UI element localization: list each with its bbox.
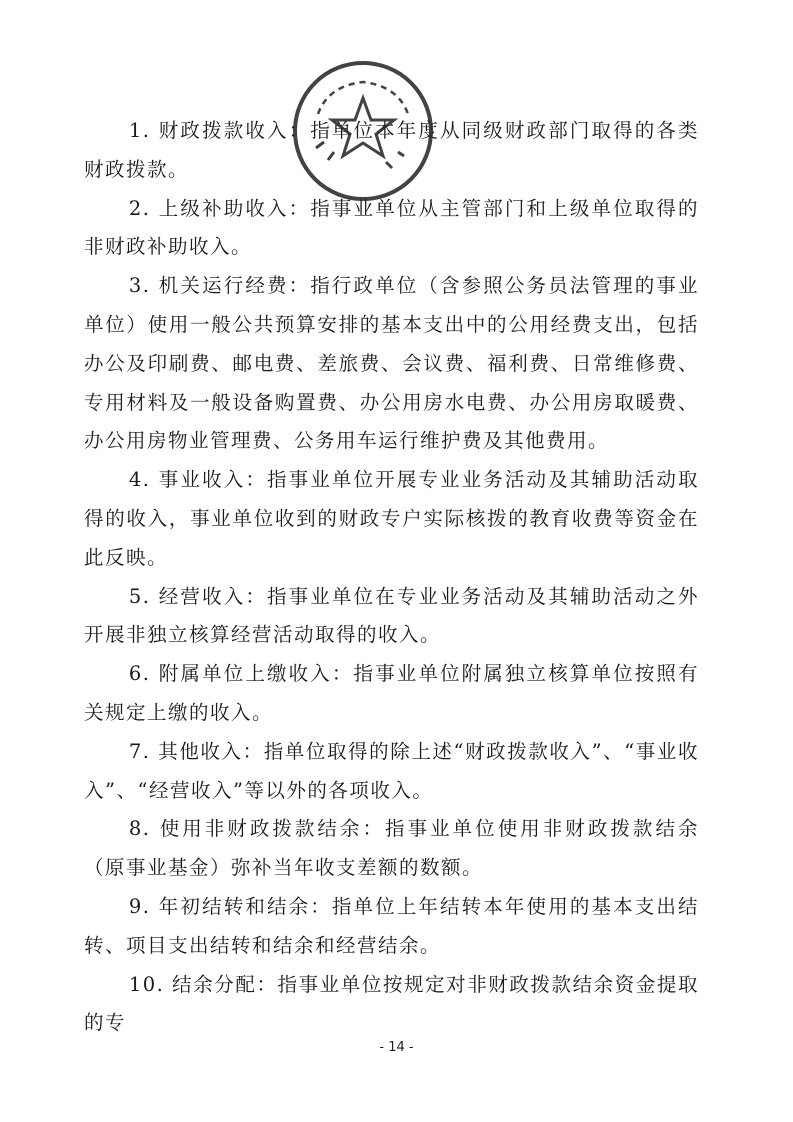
page-number: - 14 -: [379, 1040, 414, 1055]
paragraph-6: [84, 655, 699, 733]
paragraph-8: [84, 810, 699, 888]
paragraph-number: 7.: [128, 739, 151, 763]
paragraph-number: 2.: [128, 196, 151, 220]
paragraph-5: [84, 578, 699, 656]
official-seal-icon: [288, 56, 438, 206]
paragraph-text: 机关运行经费：指行政单位（含参照公务员法管理的事业单位）使用一般公共预算安排的基本支出中的公用经费支出，包括办公及印刷费、邮电费、差旅费、会议费、福利费、日常维修费、专用材料及一般设备购置费、办公用房水电费、办公用房取暖费、办公用房物业管理费、公务用车运行维护费及其他费用。: [84, 274, 699, 453]
paragraph-number: 6.: [128, 662, 151, 686]
paragraph-text: 事业收入：指事业单位开展专业业务活动及其辅助活动取得的收入，事业单位收到的财政专户实际核拨的教育收费等资金在此反映。: [84, 468, 699, 569]
paragraph-3: [84, 267, 699, 461]
paragraph-number: 1.: [128, 119, 151, 142]
paragraph-text: 附属单位上缴收入：指事业单位附属独立核算单位按照有关规定上缴的收入。: [84, 662, 699, 724]
paragraph-number: 10.: [128, 972, 165, 996]
paragraph-10: [84, 966, 699, 1044]
paragraph-text: 使用非财政拨款结余：指事业单位使用非财政拨款结余（原事业基金）弥补当年收支差额的数额。: [84, 817, 699, 880]
paragraph-4: [84, 461, 699, 577]
paragraph-number: 5.: [128, 584, 151, 608]
paragraph-number: 3.: [128, 274, 151, 298]
paragraph-7: [84, 733, 699, 811]
paragraph-number: 8.: [128, 817, 151, 841]
document-body: [84, 112, 699, 1043]
paragraph-9: [84, 888, 699, 966]
paragraph-text: 年初结转和结余：指单位上年结转本年使用的基本支出结转、项目支出结转和结余和经营结余。: [84, 894, 699, 957]
paragraph-text: 上级补助收入：指事业单位从主管部门和上级单位取得的非财政补助收入。: [84, 196, 699, 259]
paragraph-number: 9.: [128, 894, 151, 918]
paragraph-text: 结余分配：指事业单位按规定对非财政拨款结余资金提取的专: [84, 972, 699, 1035]
paragraph-text: 其他收入：指单位取得的除上述“财政拨款收入”、“事业收入”、“经营收入”等以外的各项收入。: [84, 739, 699, 802]
paragraph-text: 经营收入：指事业单位在专业业务活动及其辅助活动之外开展非独立核算经营活动取得的收入。: [84, 584, 699, 647]
paragraph-text: 财政拨款收入：指单位本年度从同级财政部门取得的各类财政拨款。: [84, 119, 699, 181]
paragraph-number: 4.: [128, 468, 151, 492]
